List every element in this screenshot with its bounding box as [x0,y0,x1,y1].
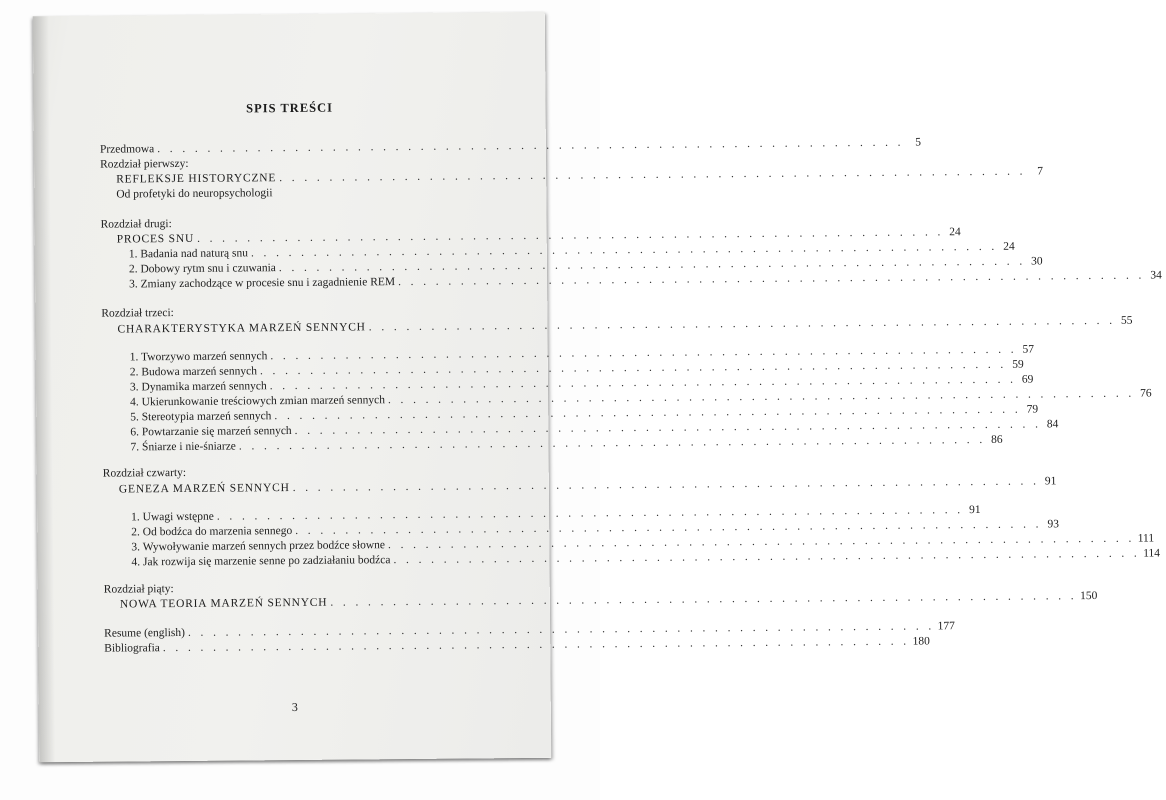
toc-entry-title: Resume (english) [104,626,186,640]
leader-dots: . . . . . . . . . . . . . . . . . . . . . . . . . . . . . . . . . . . . . . . . . . . . . . . . . . . . . . . . . . . . [330,590,1078,609]
leader-dots: . . . . . . . . . . . . . . . . . . . . . . . . . . . . . . . . . . . . . . . . . . . . . . . . . . . . . . . . . . . . [259,358,1007,378]
section-title: 5. Stereotypia marzeń sennych [130,410,272,424]
page-gutter-shadow [33,16,56,762]
leader-dots: . . . . . . . . . . . . . . . . . . . . . . . . . . . . . . . . . . . . . . . . . . . . . . . . . . . . . . . . . . . . [238,433,986,453]
chapter-title-text: REFLEKSJE HISTORYCZNE [116,172,277,186]
chapter-label-text: Rozdział piąty: [103,583,174,596]
section-title: 4. Ukierunkowanie treściowych zmian marzeń sennych [130,394,385,409]
leader-dots: . . . . . . . . . . . . . . . . . . . . . . . . . . . . . . . . . . . . . . . . . . . . . . . . . . . . . . . . . . . . [279,165,1026,185]
section-title: 2. Od bodźca do marzenia sennego [131,525,293,539]
leader-dots: . . . . . . . . . . . . . . . . . . . . . . . . . . . . . . . . . . . . . . . . . . . . . . . . . . . . . . . . . . . . [270,343,1018,363]
section-entry [130,433,1003,456]
chapter-label-text: Rozdział trzeci: [101,307,174,320]
chapter-title-text: NOWA TEORIA MARZEŃ SENNYCH [119,596,328,611]
toc-entry-page: 91 [1044,475,1057,488]
toc-entry-page: 7 [1037,165,1043,178]
section-title: 3. Wywoływanie marzeń sennych przez bodźce słowne [131,539,386,554]
chapter-label-text: Rozdział pierwszy: [100,157,189,171]
leader-dots: . . . . . . . . . . . . . . . . . . . . . . . . . . . . . . . . . . . . . . . . . . . . . . . . . . . . . . . . . . . . [393,547,1141,567]
leader-dots: . . . . . . . . . . . . . . . . . . . . . . . . . . . . . . . . . . . . . . . . . . . . . . . . . . . . . . . . . . . . [294,418,1042,437]
leader-dots: . . . . . . . . . . . . . . . . . . . . . . . . . . . . . . . . . . . . . . . . . . . . . . . . . . . . . . . . . . . . [250,240,998,260]
leader-dots: . . . . . . . . . . . . . . . . . . . . . . . . . . . . . . . . . . . . . . . . . . . . . . . . . . . . . . . . . . . . [187,620,935,639]
leader-dots: . . . . . . . . . . . . . . . . . . . . . . . . . . . . . . . . . . . . . . . . . . . . . . . . . . . . . . . . . . . . [278,255,1026,275]
chapter-title [119,589,1098,613]
section-title: 1. Badania nad naturą snu [128,247,249,261]
toc-entry [104,635,930,658]
section-page: 30 [1031,255,1043,268]
toc-entry-page: 5 [915,136,921,149]
chapter-title-text: PROCES SNU [116,232,195,246]
section-page: 69 [1021,373,1034,386]
section-page: 91 [969,503,981,517]
section-page: 59 [1012,358,1024,371]
toc-entry-page: 55 [1120,314,1133,327]
section-title: 3. Zmiany zachodzące w procesie snu i zagadnienie REM [129,276,396,291]
book-page [33,12,1162,762]
section-page: 84 [1046,418,1059,431]
toc-entry-page: 150 [1080,589,1098,603]
section-title: 1. Tworzywo marzeń sennych [129,350,268,364]
chapter-subtitle-text: Od profetyki do neuropsychologii [116,187,273,201]
section-title: 7. Śniarze i nie-śniarze [130,440,236,454]
leader-dots: . . . . . . . . . . . . . . . . . . . . . . . . . . . . . . . . . . . . . . . . . . . . . . . . . . . . . . . . . . . . [162,635,910,655]
section-entry [129,269,1162,293]
page-number: 3 [291,699,298,715]
section-entry [131,547,1161,571]
section-page: 86 [991,433,1003,446]
leader-dots: . . . . . . . . . . . . . . . . . . . . . . . . . . . . . . . . . . . . . . . . . . . . . . . . . . . . . . . . . . . . [196,226,944,245]
leader-dots: . . . . . . . . . . . . . . . . . . . . . . . . . . . . . . . . . . . . . . . . . . . . . . . . . . . . . . . . . . . . [274,403,1022,423]
section-page: 79 [1026,403,1039,416]
toc-entry-page: 24 [949,226,961,239]
chapter-title-text: GENEZA MARZEŃ SENNYCH [118,482,290,496]
toc-entry-title: Bibliografia [104,642,160,655]
section-page: 34 [1150,269,1162,282]
leader-dots: . . . . . . . . . . . . . . . . . . . . . . . . . . . . . . . . . . . . . . . . . . . . . . . . . . . . . . . . . . . . [295,518,1042,537]
leader-dots: . . . . . . . . . . . . . . . . . . . . . . . . . . . . . . . . . . . . . . . . . . . . . . . . . . . . . . . . . . . . [292,475,1040,494]
section-title: 2. Dobowy rytm snu i czuwania [128,262,276,276]
section-page: 57 [1022,343,1035,356]
section-page: 76 [1140,387,1152,400]
leader-dots: . . . . . . . . . . . . . . . . . . . . . . . . . . . . . . . . . . . . . . . . . . . . . . . . . . . . . . . . . . . . [398,269,1145,289]
section-title: 6. Powtarzanie się marzeń sennych [130,425,292,439]
toc-entry-page: 180 [912,635,930,648]
chapter-title [117,314,1133,338]
section-title: 4. Jak rozwija się marzenie senne po zadziałaniu bodźca [131,554,391,569]
section-title: 2. Budowa marzeń sennych [129,365,258,379]
section-page: 93 [1047,518,1059,531]
leader-dots: . . . . . . . . . . . . . . . . . . . . . . . . . . . . . . . . . . . . . . . . . . . . . . . . . . . . . . . . . . . . [387,532,1135,552]
chapter-subtitle [116,185,508,203]
leader-dots: . . . . . . . . . . . . . . . . . . . . . . . . . . . . . . . . . . . . . . . . . . . . . . . . . . . . . . . . . . . . [387,387,1135,407]
toc-entry-title: Przedmowa [99,143,155,156]
chapter-title-text: CHARAKTERYSTYKA MARZEŃ SENNYCH [117,321,366,336]
chapter-label-text: Rozdział czwarty: [102,466,187,480]
toc-entry-page: 177 [937,620,955,633]
section-title: 3. Dynamika marzeń sennych [129,380,267,394]
section-title: 1. Uwagi wstępne [131,510,214,524]
leader-dots: . . . . . . . . . . . . . . . . . . . . . . . . . . . . . . . . . . . . . . . . . . . . . . . . . . . . . . . . . . . . [269,373,1017,393]
leader-dots: . . . . . . . . . . . . . . . . . . . . . . . . . . . . . . . . . . . . . . . . . . . . . . . . . . . . . . . . . . . . [216,504,964,523]
section-page: 24 [1003,240,1015,253]
leader-dots: . . . . . . . . . . . . . . . . . . . . . . . . . . . . . . . . . . . . . . . . . . . . . . . . . . . . . . . . . . . . [157,136,904,156]
leader-dots: . . . . . . . . . . . . . . . . . . . . . . . . . . . . . . . . . . . . . . . . . . . . . . . . . . . . . . . . . . . . [368,314,1116,334]
chapter-label-text: Rozdział drugi: [100,218,172,231]
section-page: 111 [1137,532,1155,545]
toc-heading: SPIS TREŚCI [246,100,334,116]
chapter-title [118,475,1057,498]
section-page: 114 [1143,547,1161,560]
